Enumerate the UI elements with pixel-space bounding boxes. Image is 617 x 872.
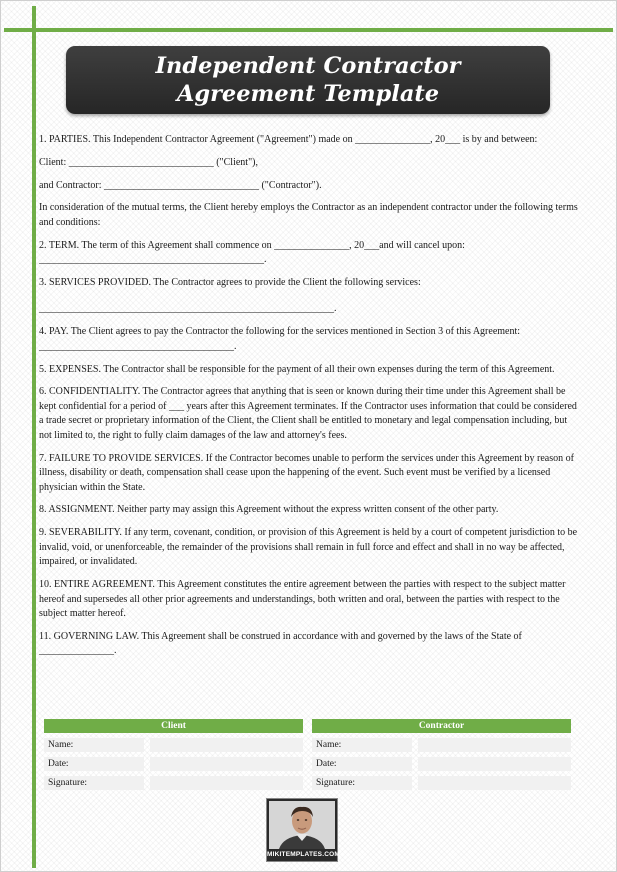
contractor-signature-block	[312, 719, 571, 790]
client-header: Client	[44, 719, 303, 733]
contractor-signature-label: Signature:	[312, 776, 412, 790]
client-signature-field[interactable]	[150, 776, 303, 790]
paragraph-client: Client: _____________________________ ("Client"),	[39, 156, 258, 168]
contractor-date-row	[312, 757, 571, 771]
paragraph-pay: 4. PAY. The Client agrees to pay the Contractor the following for the services mentioned in Section 3 of this Agreement: _______________________________________.	[39, 326, 521, 352]
contractor-name-row	[312, 738, 571, 752]
contractor-signature-field[interactable]	[418, 776, 571, 790]
site-logo	[266, 798, 338, 862]
contractor-date-field[interactable]	[418, 757, 571, 771]
client-name-label: Name:	[44, 738, 144, 752]
paragraph-term: 2. TERM. The term of this Agreement shall commence on _______________, 20___and will cancel upon: _____________________________________________.	[39, 239, 465, 266]
paragraph-services-blank: ___________________________________________________________.	[39, 303, 337, 315]
client-signature-block	[44, 719, 303, 790]
agreement-body	[39, 133, 579, 667]
paragraph-contractor: and Contractor: _______________________________ ("Contractor").	[39, 179, 322, 191]
contractor-header: Contractor	[312, 719, 571, 733]
paragraph-failure: 7. FAILURE TO PROVIDE SERVICES. If the Contractor becomes unable to perform the services under this Agreement by reason of illness, disability or death, compensation shall cease upon the happening of the event. Such event must be verified by a licensed physician within the State.	[39, 452, 574, 493]
document-title: Independent Contractor Agreement Template	[155, 53, 461, 107]
client-name-row	[44, 738, 303, 752]
contractor-name-field[interactable]	[418, 738, 571, 752]
contractor-signature-row	[312, 776, 571, 790]
logo-text: MIKITEMPLATES.COM	[267, 851, 340, 858]
title-banner	[66, 46, 550, 114]
client-name-field[interactable]	[150, 738, 303, 752]
paragraph-severability: 9. SEVERABILITY. If any term, covenant, condition, or provision of this Agreement is held by a court of competent jurisdiction to be invalid, void, or unenforceable, the remainder of the provisions shall remain in full force and effect and shall in no way be affected, impaired, or invalidated.	[39, 527, 578, 568]
paragraph-services: 3. SERVICES PROVIDED. The Contractor agrees to provide the Client the following services:	[39, 276, 421, 288]
person-photo-icon	[269, 801, 335, 849]
paragraph-confidentiality: 6. CONFIDENTIALITY. The Contractor agrees that anything that is seen or known during their time under this Agreement shall be kept confidential for a period of ___ years after this Agreement terminates. If the Contractor uses information that could be considered a trade secret or proprietary information of the Client, the Client shall be entitled to monetary and legal compensation including, but not limited to, the right to fully claim damages of the law and attorney's fees.	[39, 386, 577, 441]
contractor-name-label: Name:	[312, 738, 412, 752]
client-date-field[interactable]	[150, 757, 303, 771]
paragraph-expenses: 5. EXPENSES. The Contractor shall be responsible for the payment of all their own expenses during the term of this Agreement.	[39, 363, 555, 375]
paragraph-entire-agreement: 10. ENTIRE AGREEMENT. This Agreement constitutes the entire agreement between the parties with respect to the subject matter hereof and supersedes all other prior agreements and understandings, both written and oral, between the parties with respect to the subject matter hereof.	[39, 579, 566, 620]
client-date-label: Date:	[44, 757, 144, 771]
contractor-date-label: Date:	[312, 757, 412, 771]
green-horizontal-rule	[4, 28, 613, 32]
client-signature-row	[44, 776, 303, 790]
client-signature-label: Signature:	[44, 776, 144, 790]
paragraph-assignment: 8. ASSIGNMENT. Neither party may assign this Agreement without the express written consent of the other party.	[39, 504, 499, 516]
paragraph-consideration: In consideration of the mutual terms, the Client hereby employs the Contractor as an independent contractor under the following terms and conditions:	[39, 202, 578, 228]
paragraph-governing-law: 11. GOVERNING LAW. This Agreement shall be construed in accordance with and governed by the laws of the State of _______________.	[39, 630, 522, 657]
paragraph-parties: 1. PARTIES. This Independent Contractor Agreement ("Agreement") made on _______________, 20___ is by and between:	[39, 134, 538, 145]
client-date-row	[44, 757, 303, 771]
green-vertical-rule	[32, 6, 36, 868]
